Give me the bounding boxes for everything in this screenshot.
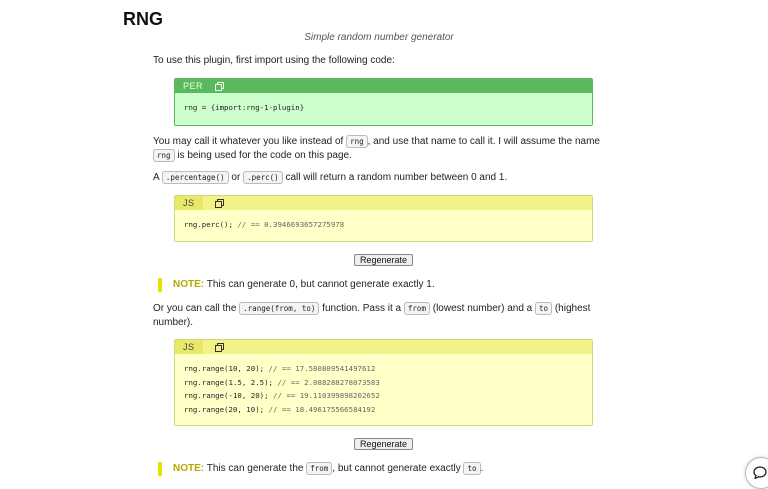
perc-text: call will return a random number between 0 and 1. (282, 172, 508, 183)
inline-code: to (535, 302, 552, 315)
regenerate-button[interactable]: Regenerate (354, 254, 413, 266)
code-comment: // == 17.580809541497612 (264, 364, 376, 373)
import-code-block (174, 78, 593, 126)
code-content (175, 354, 592, 424)
naming-paragraph (153, 135, 618, 163)
inline-code: .percentage() (162, 171, 229, 184)
perc-text: or (228, 172, 244, 183)
note-text: , but cannot generate exactly (332, 463, 464, 474)
code-content (175, 93, 592, 123)
code-block-header (175, 196, 592, 210)
inline-code: to (463, 462, 480, 475)
note-label: NOTE: (173, 279, 205, 290)
inline-code: rng (153, 149, 175, 162)
code-line: rng = {import:rng-1-plugin} (184, 103, 305, 112)
perc-code-block (174, 195, 593, 242)
code-line: rng.range(-10, 20); (184, 391, 269, 400)
code-comment: // == 0.3946693657275978 (232, 220, 345, 229)
code-language-label: PER (183, 81, 204, 91)
note-text: This can generate 0, but cannot generate exactly 1. (204, 279, 435, 290)
range-text: function. Pass it a (319, 303, 404, 314)
naming-text: You may call it whatever you like instead of (153, 136, 347, 147)
code-content (175, 210, 592, 240)
page-title: RNG (123, 9, 163, 29)
code-line: rng.range(20, 10); (184, 404, 265, 414)
note-callout (158, 278, 618, 292)
note-label: NOTE: (173, 463, 205, 474)
inline-code: from (306, 462, 332, 475)
range-text: (highest number). (153, 303, 591, 328)
copy-icon[interactable] (215, 343, 224, 352)
inline-code: .range(from, to) (239, 302, 319, 315)
copy-icon[interactable] (215, 82, 224, 91)
naming-text: , and use that name to call it. I will assume the name (367, 136, 600, 147)
intro-text: To use this plugin, first import using the following code: (153, 55, 395, 66)
inline-code: from (404, 302, 430, 315)
perc-text: A (153, 172, 162, 183)
range-code-block (174, 339, 593, 426)
range-text: Or you can call the (153, 303, 240, 314)
page-subtitle: Simple random number generator (304, 32, 454, 43)
naming-text: is being used for the code on this page. (174, 150, 352, 161)
code-comment: // == 18.496175566584192 (264, 404, 376, 414)
code-comment: // == 2.088288278073583 (273, 377, 380, 387)
code-block-header (175, 340, 592, 354)
regenerate-button[interactable]: Regenerate (354, 438, 413, 450)
inline-code: .perc() (243, 171, 283, 184)
copy-icon[interactable] (215, 199, 224, 208)
code-line: rng.range(10, 20); (184, 364, 265, 373)
range-paragraph (153, 302, 618, 330)
note-text: This can generate the (204, 463, 307, 474)
percentage-paragraph (153, 171, 618, 185)
code-language-label: JS (175, 196, 203, 210)
code-comment: // == 19.110399898202652 (268, 391, 380, 400)
note-text: . (480, 463, 484, 474)
chat-button[interactable] (745, 457, 768, 489)
code-line: rng.range(1.5, 2.5); (184, 377, 273, 387)
note-callout (158, 462, 618, 476)
range-text: (lowest number) and a (429, 303, 536, 314)
code-block-header (175, 79, 592, 93)
inline-code: rng (346, 135, 368, 148)
chat-bubble-icon (753, 466, 767, 479)
code-language-label: JS (175, 340, 203, 354)
code-line: rng.perc(); (184, 220, 233, 229)
